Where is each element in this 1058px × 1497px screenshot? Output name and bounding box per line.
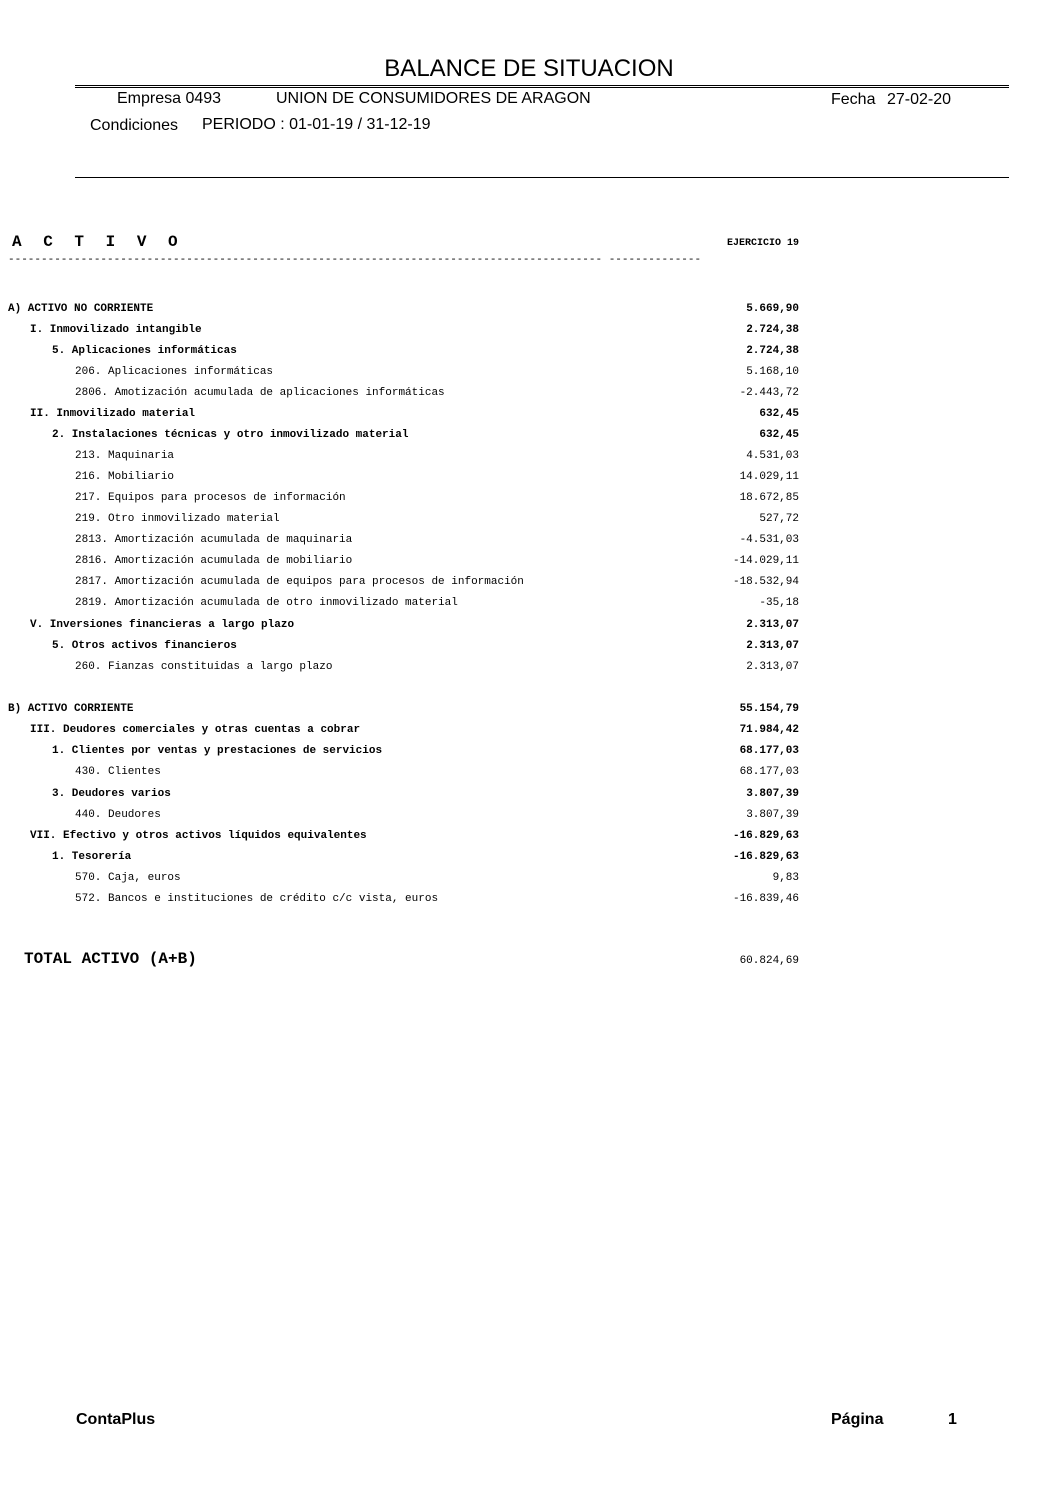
row-value: -4.531,03	[739, 534, 799, 546]
table-row	[0, 721, 799, 739]
table-row	[0, 573, 799, 591]
row-label: 213. Maquinaria	[75, 450, 175, 462]
page-title: BALANCE DE SITUACION	[384, 55, 674, 82]
empresa-label: Empresa 0493	[117, 90, 222, 107]
table-row	[0, 300, 799, 318]
column-header: EJERCICIO 19	[726, 238, 799, 249]
total-label: TOTAL ACTIVO (A+B)	[24, 950, 197, 968]
table-row	[0, 594, 799, 612]
row-label: 2806. Amotización acumulada de aplicaciones informáticas	[75, 387, 445, 399]
table-row	[0, 552, 799, 570]
row-value: 3.807,39	[746, 788, 799, 800]
row-value: 55.154,79	[739, 703, 799, 715]
row-label: 2. Instalaciones técnicas y otro inmovilizado material	[52, 429, 409, 441]
footer-page-number: 1	[948, 1411, 957, 1428]
row-value: 632,45	[759, 429, 799, 441]
row-value: 2.313,07	[746, 661, 799, 673]
row-value: 2.724,38	[746, 345, 799, 357]
row-label: 2819. Amortización acumulada de otro inmovilizado material	[75, 597, 458, 609]
row-label: 572. Bancos e instituciones de crédito c/c vista, euros	[75, 893, 439, 905]
table-row	[0, 742, 799, 760]
row-label: 2816. Amortización acumulada de mobiliario	[75, 555, 353, 567]
table-row	[0, 700, 799, 718]
row-label: 5. Aplicaciones informáticas	[52, 345, 237, 357]
row-label: 1. Tesorería	[52, 851, 132, 863]
table-row	[0, 785, 799, 803]
row-label: V. Inversiones financieras a largo plazo	[30, 619, 295, 631]
row-label: 219. Otro inmovilizado material	[75, 513, 280, 525]
row-value: -16.829,63	[732, 830, 799, 842]
table-row	[0, 321, 799, 339]
row-value: 527,72	[759, 513, 799, 525]
table-row	[0, 363, 799, 381]
table-row	[0, 848, 799, 866]
row-value: 632,45	[759, 408, 799, 420]
row-value: 14.029,11	[739, 471, 799, 483]
row-value: -18.532,94	[732, 576, 799, 588]
company-name: UNION DE CONSUMIDORES DE ARAGON	[276, 90, 591, 107]
table-row	[0, 827, 799, 845]
row-label: 216. Mobiliario	[75, 471, 175, 483]
row-value: 2.724,38	[746, 324, 799, 336]
row-label: II. Inmovilizado material	[30, 408, 196, 420]
row-label: I. Inmovilizado intangible	[30, 324, 202, 336]
row-value: 4.531,03	[746, 450, 799, 462]
table-row	[0, 637, 799, 655]
table-row	[0, 531, 799, 549]
table-row	[0, 616, 799, 634]
row-value: 18.672,85	[739, 492, 799, 504]
table-row	[0, 489, 799, 507]
section-title: A C T I V O	[12, 233, 184, 251]
table-row	[0, 763, 799, 781]
table-row	[0, 869, 799, 887]
row-label: 440. Deudores	[75, 809, 161, 821]
table-row	[0, 426, 799, 444]
row-label: 260. Fianzas constituidas a largo plazo	[75, 661, 333, 673]
row-label: 2817. Amortización acumulada de equipos para procesos de información	[75, 576, 524, 588]
row-value: -14.029,11	[732, 555, 799, 567]
table-row	[0, 342, 799, 360]
row-value: 3.807,39	[746, 809, 799, 821]
row-value: -16.839,46	[732, 893, 799, 905]
row-label: 217. Equipos para procesos de información	[75, 492, 346, 504]
footer-page-label: Página	[831, 1411, 884, 1428]
row-value: -16.829,63	[732, 851, 799, 863]
row-label: VII. Efectivo y otros activos líquidos equivalentes	[30, 830, 367, 842]
row-label: 3. Deudores varios	[52, 788, 171, 800]
footer-app-name: ContaPlus	[76, 1411, 156, 1428]
row-label: B) ACTIVO CORRIENTE	[8, 703, 134, 715]
table-row	[0, 468, 799, 486]
row-value: -2.443,72	[739, 387, 799, 399]
row-value: 5.669,90	[746, 303, 799, 315]
row-value: 2.313,07	[746, 619, 799, 631]
table-row	[0, 658, 799, 676]
row-label: 570. Caja, euros	[75, 872, 181, 884]
fecha-label: Fecha	[831, 91, 876, 108]
title-double-rule	[75, 85, 1009, 88]
row-value: 2.313,07	[746, 640, 799, 652]
row-value: 68.177,03	[739, 745, 799, 757]
row-label: 430. Clientes	[75, 766, 161, 778]
row-value: 68.177,03	[739, 766, 799, 778]
dashed-separator: ------------------------------------------------------------------------------------------ --------------	[8, 255, 702, 265]
table-row	[0, 447, 799, 465]
row-label: 206. Aplicaciones informáticas	[75, 366, 274, 378]
row-value: 71.984,42	[739, 724, 799, 736]
row-label: III. Deudores comerciales y otras cuentas a cobrar	[30, 724, 361, 736]
header-rule	[75, 177, 1009, 178]
fecha-value: 27-02-20	[887, 91, 952, 108]
row-label: 1. Clientes por ventas y prestaciones de servicios	[52, 745, 383, 757]
row-value: 5.168,10	[746, 366, 799, 378]
table-row	[0, 806, 799, 824]
row-value: -35,18	[759, 597, 799, 609]
table-row	[0, 384, 799, 402]
row-label: 2813. Amortización acumulada de maquinaria	[75, 534, 353, 546]
row-label: A) ACTIVO NO CORRIENTE	[8, 303, 154, 315]
row-value: 9,83	[772, 872, 799, 884]
table-row	[0, 405, 799, 423]
condiciones-label: Condiciones	[90, 117, 179, 134]
row-label: 5. Otros activos financieros	[52, 640, 237, 652]
total-value: 60.824,69	[739, 955, 799, 967]
table-row	[0, 510, 799, 528]
periodo-text: PERIODO : 01-01-19 / 31-12-19	[202, 116, 431, 133]
table-row	[0, 890, 799, 908]
